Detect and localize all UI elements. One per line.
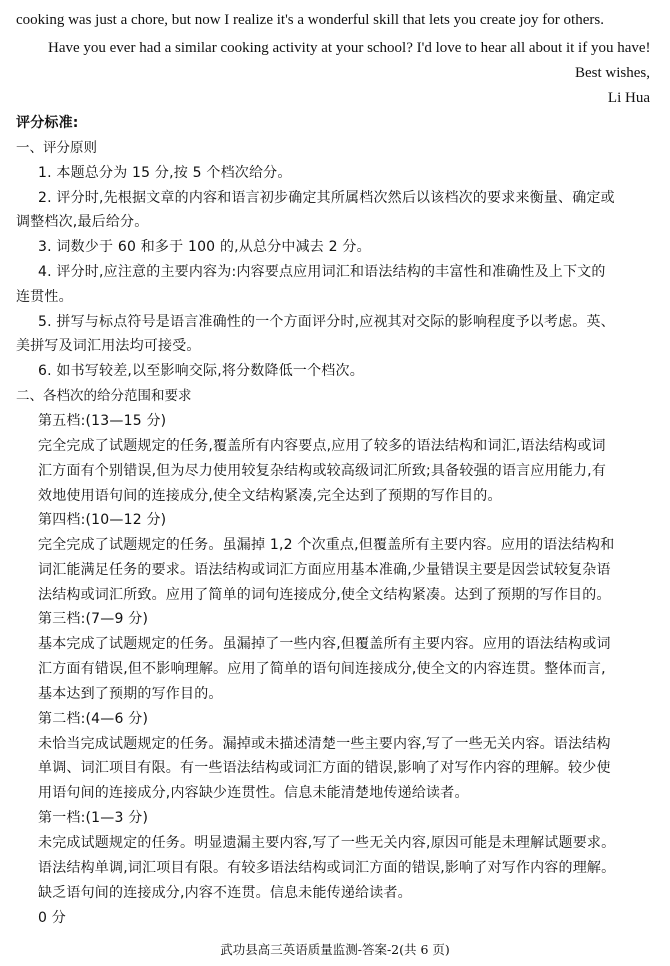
- grade-line: 完全完成了试题规定的任务。虽漏掉 1,2 个次重点,但覆盖所有主要内容。应用的语法结构和: [38, 537, 615, 553]
- page-footer: 武功县高三英语质量监测-答案-2(共 6 页): [220, 942, 450, 957]
- letter-closing: Best wishes,: [575, 65, 650, 81]
- grade-line: 词汇能满足任务的要求。语法结构或词汇方面应用基本准确,少量错误主要是因尝试较复杂语: [38, 562, 611, 578]
- grade-line: 汇方面有错误,但不影响理解。应用了简单的语句间连接成分,使全文的内容连贯。整体而言,: [38, 661, 606, 677]
- grade-line: 基本达到了预期的写作目的。: [38, 686, 223, 702]
- grade-line: 未恰当完成试题规定的任务。漏掉或未描述清楚一些主要内容,写了一些无关内容。语法结构: [38, 736, 611, 752]
- principle-line: 2. 评分时,先根据文章的内容和语言初步确定其所属档次然后以该档次的要求来衡量、确定或: [38, 190, 615, 206]
- principle-line: 6. 如书写较差,以至影响交际,将分数降低一个档次。: [38, 363, 364, 379]
- principle-line: 4. 评分时,应注意的主要内容为:内容要点应用词汇和语法结构的丰富性和准确性及上下文的: [38, 264, 606, 280]
- letter-line-2: Have you ever had a similar cooking activity at your school? I'd love to hear all about it if you have!: [48, 40, 651, 56]
- grade-title: 第五档:(13—15 分): [38, 413, 167, 429]
- principle-line: 3. 词数少于 60 和多于 100 的,从总分中减去 2 分。: [38, 239, 371, 255]
- rubric-heading: 评分标准:: [16, 115, 79, 131]
- letter-signature: Li Hua: [607, 90, 650, 106]
- principle-line: 美拼写及词汇用法均可接受。: [16, 338, 201, 354]
- grade-line: 基本完成了试题规定的任务。虽漏掉了一些内容,但覆盖所有主要内容。应用的语法结构或词: [38, 636, 611, 652]
- section2-title: 二、各档次的给分范围和要求: [16, 388, 192, 404]
- grade-line: 未完成试题规定的任务。明显遗漏主要内容,写了一些无关内容,原因可能是未理解试题要求。: [38, 835, 616, 851]
- grade-line: 效地使用语句间的连接成分,使全文结构紧凑,完全达到了预期的写作目的。: [38, 488, 502, 504]
- section1-title: 一、评分原则: [16, 140, 97, 156]
- grade-line: 单调、词汇项目有限。有一些语法结构或词汇方面的错误,影响了对写作内容的理解。较少使: [38, 760, 611, 776]
- principle-line: 连贯性。: [16, 289, 73, 305]
- grade-line: 用语句间的连接成分,内容缺少连贯性。信息未能清楚地传递给读者。: [38, 785, 469, 801]
- grade-line: 缺乏语句间的连接成分,内容不连贯。信息未能传递给读者。: [38, 885, 412, 901]
- principle-line: 调整档次,最后给分。: [16, 214, 149, 230]
- grade-line: 法结构或词汇所致。应用了简单的词句连接成分,使全文结构紧凑。达到了预期的写作目的。: [38, 587, 611, 603]
- grade-title: 第三档:(7—9 分): [38, 611, 149, 627]
- grade-title: 第四档:(10—12 分): [38, 512, 167, 528]
- grade-line: 完全完成了试题规定的任务,覆盖所有内容要点,应用了较多的语法结构和词汇,语法结构或词: [38, 438, 606, 454]
- grade-title: 第二档:(4—6 分): [38, 711, 149, 727]
- principle-line: 5. 拼写与标点符号是语言准确性的一个方面评分时,应视其对交际的影响程度予以考虑。英、: [38, 314, 615, 330]
- grade-line: 汇方面有个别错误,但为尽力使用较复杂结构或较高级词汇所致;具备较强的语言应用能力,有: [38, 463, 607, 479]
- grade-title: 第一档:(1—3 分): [38, 810, 149, 826]
- principle-line: 1. 本题总分为 15 分,按 5 个档次给分。: [38, 165, 292, 181]
- letter-line-1: cooking was just a chore, but now I realize it's a wonderful skill that lets you create joy for others.: [16, 12, 604, 28]
- zero-score: 0 分: [38, 910, 66, 926]
- grade-line: 语法结构单调,词汇项目有限。有较多语法结构或词汇方面的错误,影响了对写作内容的理解。: [38, 860, 616, 876]
